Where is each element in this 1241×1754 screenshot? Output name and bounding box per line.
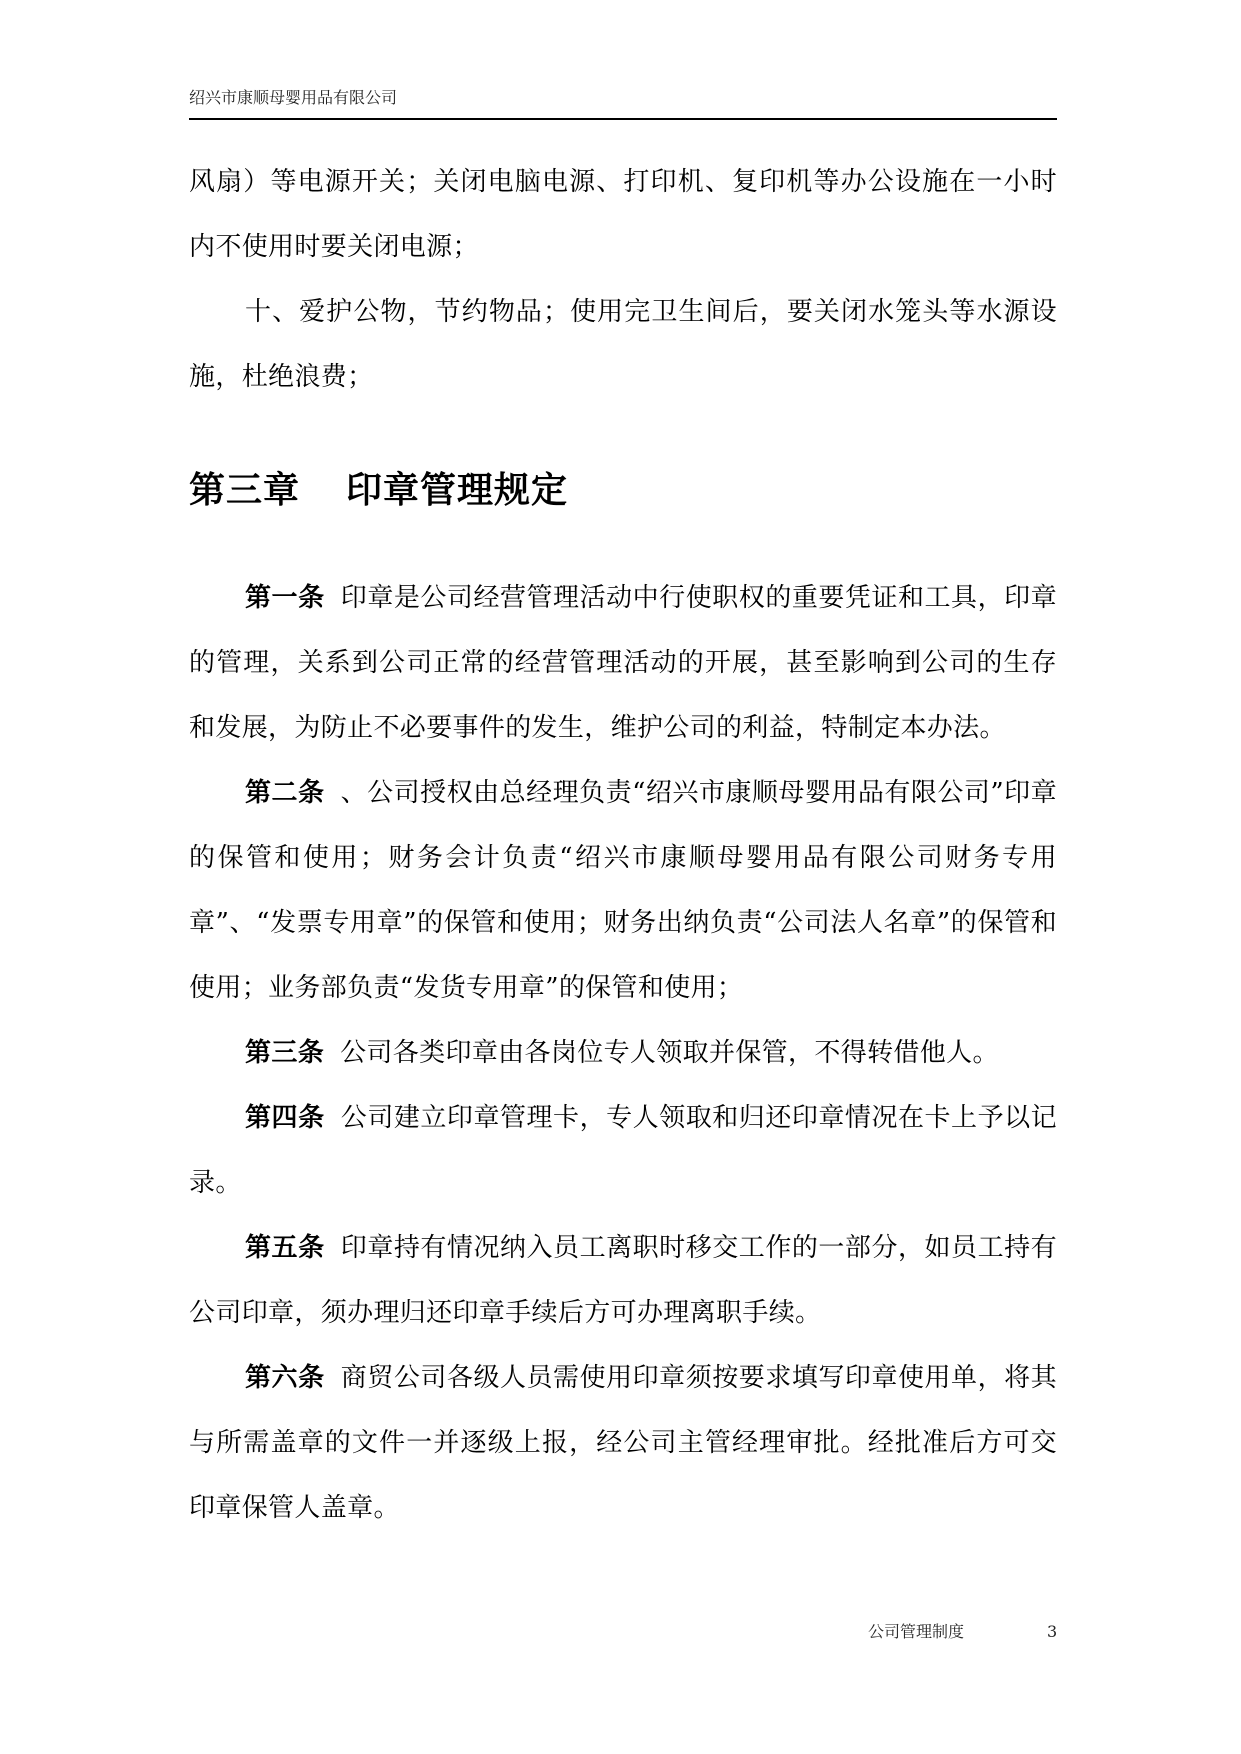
continued-paragraph: 风扇）等电源开关；关闭电脑电源、打印机、复印机等办公设施在一小时内不使用时要关闭电源； [189, 167, 1057, 262]
article-paragraph [189, 761, 1057, 1021]
article-label: 第四条 [245, 1103, 325, 1133]
page-number: 3 [1047, 1622, 1058, 1641]
document-body [189, 150, 1057, 1541]
article-label: 第六条 [245, 1363, 325, 1393]
article-paragraph [189, 1216, 1057, 1346]
article-paragraph [189, 1346, 1057, 1541]
chapter-number: 第三章 [189, 470, 301, 511]
company-header: 绍兴市康顺母婴用品有限公司 [189, 88, 398, 107]
article-text: 印章持有情况纳入员工离职时移交工作的一部分，如员工持有公司印章，须办理归还印章手续后方可办理离职手续。 [189, 1233, 1057, 1328]
chapter-title: 印章管理规定 [346, 470, 569, 511]
regulation-item-ten: 十、爱护公物，节约物品；使用完卫生间后，要关闭水笼头等水源设施，杜绝浪费； [189, 297, 1057, 392]
article-text: 公司建立印章管理卡，专人领取和归还印章情况在卡上予以记录。 [189, 1103, 1057, 1198]
article-text: 印章是公司经营管理活动中行使职权的重要凭证和工具，印章的管理，关系到公司正常的经营管理活动的开展，甚至影响到公司的生存和发展，为防止不必要事件的发生，维护公司的利益，特制定本办法。 [189, 583, 1057, 743]
article-text: 公司各类印章由各岗位专人领取并保管，不得转借他人。 [340, 1038, 999, 1068]
page-footer [868, 1622, 1058, 1646]
article-paragraph [189, 1021, 1057, 1086]
article-label: 第三条 [245, 1038, 325, 1068]
footer-title: 公司管理制度 [868, 1622, 965, 1641]
article-label: 第五条 [245, 1233, 325, 1263]
page-header [189, 88, 1057, 120]
article-text: 、公司授权由总经理负责“绍兴市康顺母婴用品有限公司”印章的保管和使用；财务会计负责“绍兴市康顺母婴用品有限公司财务专用章”、“发票专用章”的保管和使用；财务出纳负责“公司法人名章”的保管和使用；业务部负责“发货专用章”的保管和使用； [189, 778, 1057, 1003]
article-paragraph [189, 1086, 1057, 1216]
article-paragraph [189, 566, 1057, 761]
chapter-heading [189, 468, 1057, 514]
article-label: 第二条 [245, 778, 325, 808]
article-text: 商贸公司各级人员需使用印章须按要求填写印章使用单，将其与所需盖章的文件一并逐级上报，经公司主管经理审批。经批准后方可交印章保管人盖章。 [189, 1363, 1057, 1523]
article-label: 第一条 [245, 583, 325, 613]
